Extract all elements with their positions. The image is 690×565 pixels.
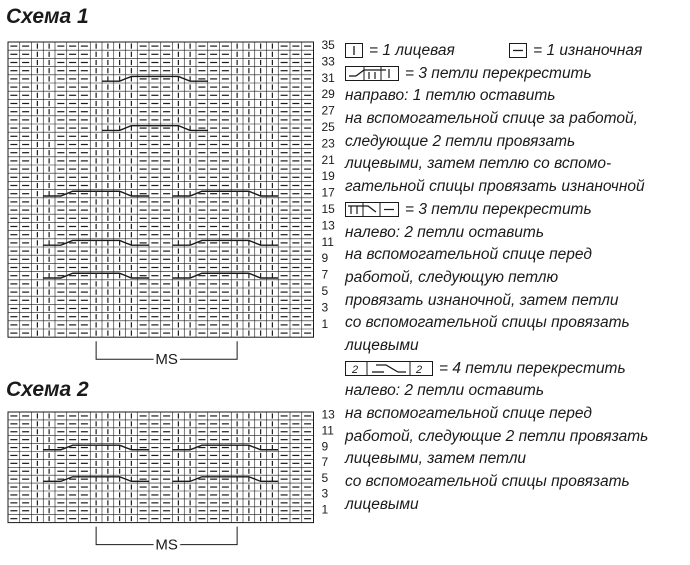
scheme2-chart xyxy=(0,408,345,563)
scheme1-title: Схема 1 xyxy=(6,5,89,28)
row-number: 5 xyxy=(321,470,329,485)
row-number: 7 xyxy=(321,267,329,282)
legend-cross-four-row xyxy=(345,358,648,381)
cross-left-line: налево: 2 петли оставить xyxy=(345,223,544,241)
cross-four-line: лицевыми xyxy=(345,495,419,513)
cross-left-line: на вспомогательной спице перед xyxy=(345,246,592,264)
cross-right-line: лицевыми, затем петлю со вспомо- xyxy=(345,155,612,173)
cross-four-digit-right: 2 xyxy=(416,364,423,376)
row-number: 5 xyxy=(321,283,329,298)
scheme1-chart xyxy=(0,38,345,373)
row-number: 25 xyxy=(321,119,335,134)
grid xyxy=(8,412,314,523)
row-number: 9 xyxy=(321,251,329,266)
row-number: 9 xyxy=(321,439,329,454)
cross-four-line: лицевыми, затем петли xyxy=(345,450,527,468)
row-number: 35 xyxy=(321,38,335,52)
purl-symbol-icon xyxy=(509,43,527,58)
scheme2-title: Схема 2 xyxy=(6,378,89,401)
row-number: 1 xyxy=(321,316,329,331)
row-number: 3 xyxy=(321,300,329,315)
row-number: 7 xyxy=(321,455,329,470)
purl-legend-text: = 1 изнаночная xyxy=(533,42,643,59)
legend-knit-row xyxy=(345,40,648,63)
repeat-label: MS xyxy=(155,351,178,369)
cross-left-line: лицевыми xyxy=(345,336,419,354)
cross-right-head: = 3 петли перекрестить xyxy=(405,64,592,82)
cross-right-line: следующие 2 петли провязать xyxy=(345,132,576,150)
row-number: 17 xyxy=(321,185,335,200)
row-number: 3 xyxy=(321,486,329,501)
cross-four-line: со вспомогательной спицы провязать xyxy=(345,473,630,491)
cross-left-symbol-icon xyxy=(345,202,399,217)
row-number: 1 xyxy=(321,502,329,517)
cross-left-line: работой, следующую петлю xyxy=(345,268,559,286)
knit-legend-text: = 1 лицевая xyxy=(369,42,455,59)
knit-symbol-icon xyxy=(345,43,363,58)
cross-right-line: на вспомогательной спице за работой, xyxy=(345,110,638,128)
cross-right-symbol-icon xyxy=(345,66,399,81)
row-number: 23 xyxy=(321,136,335,151)
cross-left-head: = 3 петли перекрестить xyxy=(405,200,592,218)
row-number: 21 xyxy=(321,152,335,167)
row-number: 13 xyxy=(321,408,335,422)
cross-left-line: провязать изнаночной, затем петли xyxy=(345,291,619,309)
repeat-label: MS xyxy=(155,536,178,554)
row-number: 27 xyxy=(321,103,335,118)
cross-four-line: на вспомогательной спице перед xyxy=(345,405,592,422)
row-number: 11 xyxy=(321,423,334,438)
grid xyxy=(8,42,314,337)
row-number: 15 xyxy=(321,201,335,216)
cross-four-symbol-icon xyxy=(345,361,433,376)
cross-four-head: = 4 петли перекрестить xyxy=(439,359,626,377)
cross-right-line: гательной спицы провязать изнаночной xyxy=(345,178,645,196)
cross-four-line: работой, следующие 2 петли провязать xyxy=(345,427,649,445)
cross-four-digit-left: 2 xyxy=(352,364,359,376)
row-number: 29 xyxy=(321,87,335,102)
legend-cross-right-row xyxy=(345,63,648,86)
row-number: 13 xyxy=(321,218,335,233)
row-number: 31 xyxy=(321,70,335,85)
cross-left-line: со вспомогательной спицы провязать xyxy=(345,314,630,332)
legend xyxy=(345,40,648,516)
cross-right-line: направо: 1 петлю оставить xyxy=(345,87,556,105)
row-number: 19 xyxy=(321,169,335,184)
row-number: 33 xyxy=(321,54,335,69)
row-number: 11 xyxy=(321,234,334,249)
legend-cross-left-row xyxy=(345,199,648,222)
cross-four-line: налево: 2 петли оставить xyxy=(345,382,544,400)
